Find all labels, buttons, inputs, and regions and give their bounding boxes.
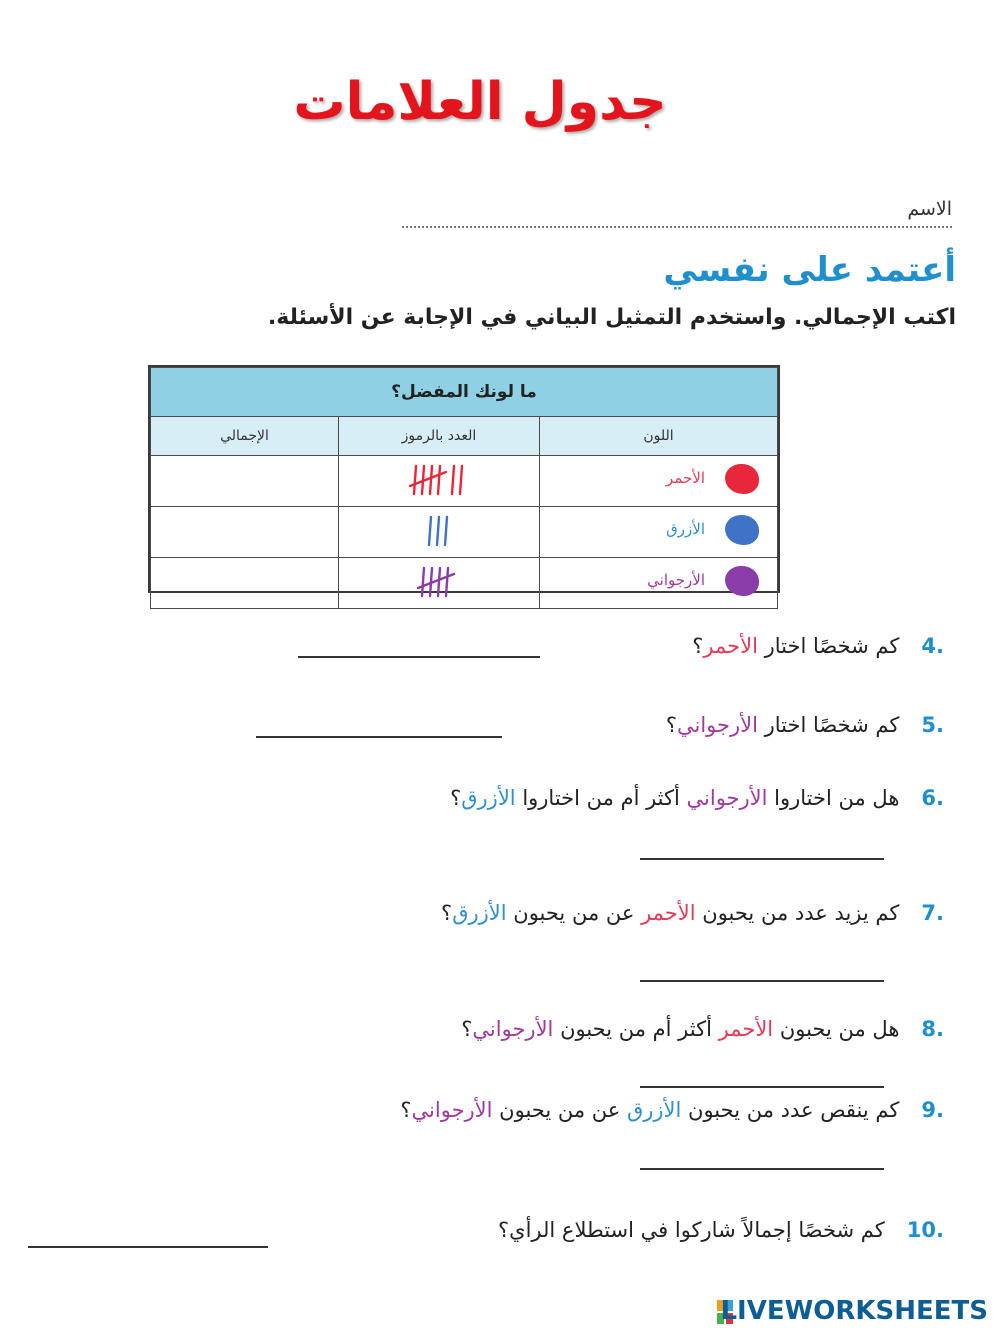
color-keyword: الأزرق [626,1098,682,1122]
section-title: أعتمد على نفسي [663,250,956,290]
answer-line-6[interactable] [640,858,884,860]
question-text: كم شخصًا اختار [757,634,900,658]
tally-mark [445,517,447,545]
tally-cell-red [338,456,539,507]
color-keyword: الأرجواني [411,1098,493,1122]
answer-line-10[interactable] [28,1246,268,1248]
table-row [151,507,778,558]
tally-mark [452,466,454,494]
tally-mark [438,466,440,494]
table-caption: ما لونك المفضل؟ [151,368,778,417]
tally-cell-blue [338,507,539,558]
question-text: ؟ [692,634,704,658]
question-number: .9 [921,1098,944,1122]
answer-line-9[interactable] [640,1168,884,1170]
tally-cell-purple [338,558,539,609]
total-input-purple[interactable] [151,558,339,609]
question-text: كم ينقص عدد من يحبون [681,1098,900,1122]
question-text: هل من يحبون [773,1017,900,1041]
color-keyword: الأرجواني [472,1017,554,1041]
instruction-text: اكتب الإجمالي. واستخدم التمثيل البياني في الإجابة عن الأسئلة. [267,305,956,330]
header-total: الإجمالي [151,417,339,456]
question-8 [461,1017,944,1041]
question-text: عن من يحبون [492,1098,627,1122]
name-label: الاسم [907,198,952,220]
header-tally: العدد بالرموز [338,417,539,456]
question-4 [692,634,944,658]
tally-mark [437,517,439,545]
page-title: جدول العلامات [293,72,667,132]
tally-mark [429,517,431,545]
header-color: اللون [539,417,777,456]
tally-marks-purple [339,558,539,604]
question-number: .7 [921,901,944,925]
question-number: .6 [921,786,944,810]
question-text: كم يزيد عدد من يحبون [695,901,900,925]
question-7 [441,901,944,925]
question-number: .10 [906,1218,944,1242]
question-6 [450,786,944,810]
color-name-red: الأحمر [666,469,705,487]
tally-mark [414,466,416,494]
footer-brand: LIVEWORKSHEETS [720,1296,988,1326]
table-row [151,558,778,609]
color-keyword: الأرجواني [686,786,768,810]
question-5 [666,713,944,737]
question-text: ؟ [461,1017,473,1041]
color-keyword: الأزرق [452,901,507,925]
total-input-blue[interactable] [151,507,339,558]
question-number: .5 [921,713,944,737]
question-number: .4 [921,634,944,658]
tally-mark [422,568,424,596]
color-name-purple: الأرجواني [647,571,705,589]
question-text: ؟ [441,901,453,925]
tally-mark [430,466,432,494]
question-10 [498,1218,944,1242]
tally-table [148,365,780,593]
question-text: ؟ [665,713,677,737]
question-9 [400,1098,944,1122]
purple-blob-icon [725,566,759,596]
tally-marks-red [339,456,539,502]
question-text: ؟ [450,786,462,810]
blue-blob-icon [725,515,759,545]
question-text: عن من يحبون [506,901,642,925]
question-number: .8 [921,1017,944,1041]
name-input-line[interactable] [402,226,952,228]
tally-marks-blue [339,507,539,553]
answer-line-7[interactable] [640,980,884,982]
color-keyword: الأحمر [718,1017,774,1041]
red-blob-icon [725,464,759,494]
answer-line-5[interactable] [256,736,502,738]
answer-line-4[interactable] [298,656,540,658]
color-keyword: الأزرق [461,786,516,810]
tally-mark [446,568,448,596]
color-keyword: الأحمر [703,634,758,658]
total-input-red[interactable] [151,456,339,507]
question-text: هل من اختاروا [767,786,900,810]
question-text: كم شخصًا إجمالاً شاركوا في استطلاع الرأي؟ [498,1218,885,1242]
question-text: أكثر أم من اختاروا [515,786,687,810]
color-keyword: الأحمر [641,901,696,925]
tally-mark [460,466,462,494]
tally-mark [438,568,440,596]
question-text: كم شخصًا اختار [757,713,900,737]
color-keyword: الأرجواني [676,713,758,737]
color-name-blue: الأزرق [666,520,705,538]
question-text: أكثر أم من يحبون [553,1017,719,1041]
answer-line-8[interactable] [640,1086,884,1088]
question-text: ؟ [400,1098,412,1122]
table-row [151,456,778,507]
